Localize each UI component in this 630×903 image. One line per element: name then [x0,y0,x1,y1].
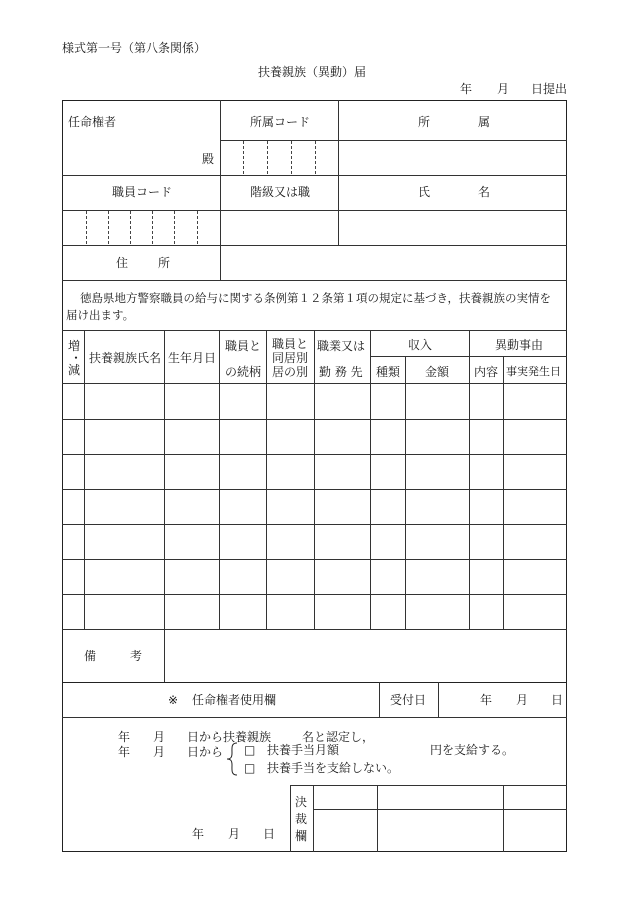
col-income-type-header: 種類 [376,365,401,379]
table-row[interactable] [62,490,567,523]
col-increase-decrease-char3: 減 [68,363,81,377]
statement-line-2: 届け出ます。 [66,308,135,322]
remarks-field[interactable] [165,630,566,681]
allowance-month-label: 月 [153,745,166,759]
affiliation-label-char2: 属 [478,115,491,129]
col-occupation-header-1: 職業又は [317,339,366,353]
col-increase-decrease-char2: ・ [70,351,83,365]
table-row[interactable] [62,455,567,488]
official-use-title: 任命権者使用欄 [192,693,277,707]
code-digit-divider [130,211,131,244]
code-digit-divider [108,211,109,244]
code-digit-divider [86,211,87,244]
table-row[interactable] [62,420,567,453]
decision-label-char2: 裁 [295,812,308,826]
rule [62,210,567,211]
date-month-label: 月 [497,82,510,96]
decision-label-char1: 決 [295,795,308,809]
cert-from-text: 日から扶養親族 [187,730,272,744]
col-increase-decrease-char1: 増 [68,339,81,353]
code-digit-divider [174,211,175,244]
decision-month-label: 月 [228,827,241,841]
code-digit-divider [197,211,198,244]
rule [220,100,221,280]
name-label-char1: 氏 [418,185,431,199]
code-digit-divider [291,141,292,174]
rule [290,785,291,852]
decision-label-char3: 欄 [295,829,308,843]
table-row[interactable] [62,384,567,418]
rule [377,785,378,852]
decision-day-label: 日 [263,827,276,841]
col-income-header: 収入 [408,338,433,352]
address-label-char1: 住 [116,256,129,270]
employee-code-label: 職員コード [112,185,173,199]
name-label-char2: 名 [478,185,491,199]
rule [313,809,567,810]
col-cohabit-header-1: 職員と [272,337,309,351]
code-digit-divider [315,141,316,174]
table-row[interactable] [62,595,567,628]
received-day-label: 日 [551,693,564,707]
col-name-header: 扶養親族氏名 [89,351,162,365]
col-income-amount-header: 金額 [425,365,450,379]
decision-year-label: 年 [192,827,205,841]
affiliation-label-char1: 所 [418,115,431,129]
allowance-year-label: 年 [118,745,131,759]
option-no-pay-text: 扶養手当を支給しない。 [267,761,400,775]
option-pay-checkbox[interactable]: □ [244,743,256,757]
col-change-content-header: 内容 [474,365,499,379]
col-relation-header-2: の続柄 [225,365,262,379]
address-label-char2: 所 [158,256,171,270]
rule [62,245,567,246]
form-number: 様式第一号（第八条関係） [62,41,207,55]
rank-label: 階級又は職 [250,185,311,199]
col-relation-header-1: 職員と [225,339,262,353]
curly-brace-icon [226,742,238,776]
remarks-label-char2: 考 [130,649,143,663]
appointer-label: 任命権者 [68,115,117,129]
allowance-from-text: 日から [187,745,224,759]
cert-month-label: 月 [153,730,166,744]
rule [503,785,504,852]
col-change-reason-header: 異動事由 [495,338,544,352]
table-row[interactable] [62,525,567,558]
rule [379,682,380,717]
rule [438,682,439,717]
rule [313,785,314,852]
rule [338,100,339,245]
received-month-label: 月 [516,693,529,707]
reference-mark: ※ [168,693,179,707]
form-title: 扶養親族（異動）届 [258,65,367,79]
col-occupation-header-2: 勤 務 先 [319,365,363,379]
rule [62,717,567,718]
table-row[interactable] [62,560,567,593]
cert-year-label: 年 [118,730,131,744]
received-year-label: 年 [480,693,493,707]
date-submitted-label: 日提出 [531,82,568,96]
code-digit-divider [152,211,153,244]
option-no-pay-checkbox[interactable]: □ [244,761,256,775]
code-digit-divider [267,141,268,174]
date-year-label: 年 [460,82,473,96]
cert-suffix-text: 名と認定し， [302,730,375,744]
col-change-date-header: 事実発生日 [506,365,561,378]
statement-line-1: 徳島県地方警察職員の給与に関する条例第１２条第１項の規定に基づき，扶養親族の実情を [80,291,552,305]
rule [62,682,567,683]
honorific-label: 殿 [202,152,215,166]
option-pay-text: 扶養手当月額 [267,743,340,757]
option-pay-suffix: 円を支給する。 [430,743,515,757]
received-date-label: 受付日 [390,693,427,707]
rule [290,785,567,786]
remarks-label-char1: 備 [84,649,97,663]
col-cohabit-header-3: 居の別 [272,365,309,379]
col-cohabit-header-2: 同居別 [272,351,309,365]
code-digit-divider [243,141,244,174]
rule [62,280,567,281]
col-birthdate-header: 生年月日 [168,351,217,365]
affiliation-code-label: 所属コード [250,115,311,129]
rule [220,140,567,141]
rule [62,175,567,176]
